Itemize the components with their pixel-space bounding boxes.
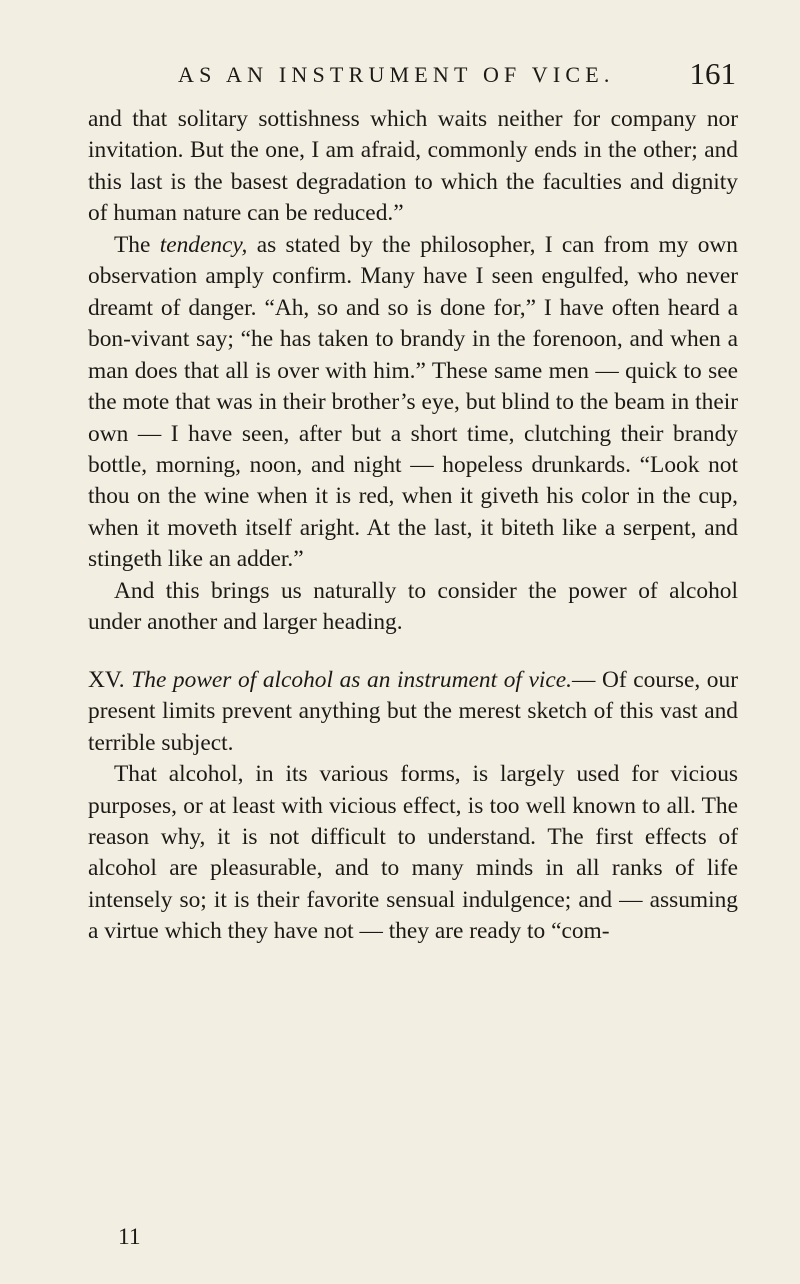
paragraph-alcohol-vice: That alcohol, in its various forms, is largely used for vicious purposes, or at least with vicious effect, is too well known to all. The reason why, it is not difficult to understand. The first effects of alcohol are pleasurable, and to many minds in all ranks of life intensely so; it is their favorite sensual indulgence; and — assuming a virtue which they have not — they are ready to “com- [88, 761, 738, 945]
running-title: AS AN INSTRUMENT OF VICE. [178, 62, 615, 87]
page-number: 161 [689, 56, 736, 91]
running-head [88, 56, 736, 96]
paragraph-transition: And this brings us naturally to consider the power of alcohol under another and larger heading. [88, 577, 738, 636]
paragraph-continuation: and that solitary sottishness which waits neither for company nor invitation. But the one, I am afraid, commonly ends in the other; and this last is the basest degradation to which the faculties and dignity of human nature can be reduced.” [88, 106, 738, 227]
section-number: XV. [88, 666, 132, 693]
body-text [88, 104, 738, 948]
paragraph-tendency [88, 230, 738, 576]
section-intro-text: — Of course, our present limits prevent anything but the merest sketch of this vast and terrible subject. [88, 666, 738, 756]
paragraph-tendency-rest: as stated by the philosopher, I can from my own observation amply confirm. Many have I seen engulfed, who never dreamt of danger. “Ah, so and so is done for,” I have often heard a bon-vivant say; “he has taken to brandy in the forenoon, and when a man does that all is over with him.” These same men — quick to see the mote that was in their brother’s eye, but blind to the beam in their own — I have seen, after but a short time, clutching their brandy bottle, morning, noon, and night — hopeless drunkards. “Look not thou on the wine when it is red, when it giveth his color in the cup, when it moveth itself aright. At the last, it biteth like a serpent, and stingeth like an adder.” [88, 231, 738, 573]
section-heading: The power of alcohol as an instrument of vice. [131, 666, 572, 693]
emphasis-tendency: tendency, [159, 231, 248, 258]
paragraph-tendency-start: The [114, 231, 160, 258]
section-xv [88, 665, 738, 759]
signature-mark: 11 [118, 1224, 141, 1250]
